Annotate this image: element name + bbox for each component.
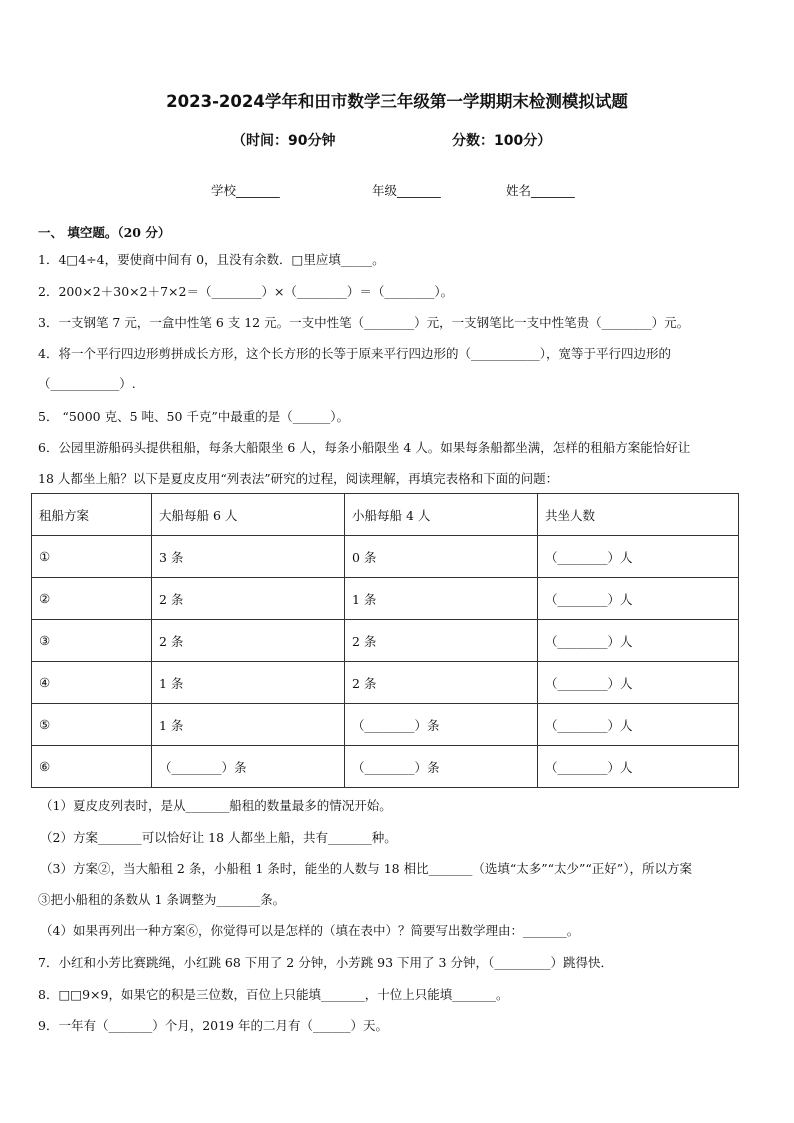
question-6-part3-line1: （3）方案②，当大船租 2 条，小船租 1 条时，能坐的人数与 18 相比_______（选填“太多”“太少”“正好”），所以方案 <box>40 861 692 876</box>
question-8: 8．□□9×9，如果它的积是三位数，百位上只能填_______，十位上只能填_______。 <box>38 987 509 1002</box>
answer-blank-cell[interactable]: （________）人 <box>538 704 739 746</box>
table-cell: ③ <box>32 620 152 662</box>
answer-blank-cell[interactable]: （________）人 <box>538 620 739 662</box>
table-header-cell: 大船每船 6 人 <box>152 494 345 536</box>
table-cell: 0 条 <box>345 536 538 578</box>
table-cell: 1 条 <box>152 662 345 704</box>
question-7: 7．小红和小芳比赛跳绳，小红跳 68 下用了 2 分钟，小芳跳 93 下用了 3 分钟，（_________）跳得快． <box>38 955 613 970</box>
question-3: 3．一支钢笔 7 元，一盒中性笔 6 支 12 元。一支中性笔（________）元，一支钢笔比一支中性笔贵（________）元。 <box>38 315 690 330</box>
answer-blank-cell[interactable]: （________）人 <box>538 746 739 788</box>
table-cell: 2 条 <box>152 620 345 662</box>
table-row <box>32 704 739 746</box>
table-row <box>32 662 739 704</box>
answer-blank-cell[interactable]: （________）条 <box>345 704 538 746</box>
question-6-line2: 18 人都坐上船？以下是夏皮皮用“列表法”研究的过程，阅读理解，再填完表格和下面的问题： <box>38 471 559 486</box>
section-heading: 一、 填空题。（20 分） <box>38 225 171 240</box>
answer-blank-cell[interactable]: （________）人 <box>538 536 739 578</box>
name-field[interactable]: 姓名_______ <box>506 183 575 198</box>
boat-rental-table <box>31 493 739 788</box>
school-field[interactable]: 学校_______ <box>211 183 280 198</box>
table-cell: ④ <box>32 662 152 704</box>
answer-blank-cell[interactable]: （________）条 <box>152 746 345 788</box>
question-6-part1: （1）夏皮皮列表时，是从_______船租的数量最多的情况开始。 <box>40 798 392 813</box>
table-cell: 2 条 <box>152 578 345 620</box>
table-cell: ① <box>32 536 152 578</box>
table-cell: ② <box>32 578 152 620</box>
question-4-line2: （___________）. <box>38 376 136 391</box>
question-6-part3-line2: ③把小船租的条数从 1 条调整为_______条。 <box>38 892 286 907</box>
table-cell: ⑤ <box>32 704 152 746</box>
table-cell: 2 条 <box>345 662 538 704</box>
exam-score: 分数：100分） <box>452 133 552 149</box>
table-row <box>32 536 739 578</box>
table-cell: 2 条 <box>345 620 538 662</box>
table-header-cell: 小船每船 4 人 <box>345 494 538 536</box>
table-header-cell: 租船方案 <box>32 494 152 536</box>
table-row <box>32 578 739 620</box>
table-cell: ⑥ <box>32 746 152 788</box>
question-6-line1: 6．公园里游船码头提供租船，每条大船限坐 6 人，每条小船限坐 4 人。如果每条船都坐满，怎样的租船方案能恰好让 <box>38 440 691 455</box>
table-cell: 3 条 <box>152 536 345 578</box>
answer-blank-cell[interactable]: （________）人 <box>538 578 739 620</box>
question-6-part2: （2）方案_______可以恰好让 18 人都坐上船，共有_______种。 <box>40 830 397 845</box>
page-title: 2023-2024学年和田市数学三年级第一学期期末检测模拟试题 <box>166 92 628 111</box>
question-6-part4: （4）如果再列出一种方案⑥，你觉得可以是怎样的（填在表中）？简要写出数学理由：_______。 <box>40 923 580 938</box>
table-cell: 1 条 <box>345 578 538 620</box>
question-4-line1: 4．将一个平行四边形剪拼成长方形，这个长方形的长等于原来平行四边形的（___________），宽等于平行四边形的 <box>38 346 671 361</box>
answer-blank-cell[interactable]: （________）人 <box>538 662 739 704</box>
table-header-cell: 共坐人数 <box>538 494 739 536</box>
exam-time: （时间：90分钟 <box>232 133 336 149</box>
question-1: 1．4□4÷4，要使商中间有 0，且没有余数．□里应填_____。 <box>38 252 385 267</box>
grade-field[interactable]: 年级_______ <box>372 183 441 198</box>
question-5: 5． “5000 克、5 吨、50 千克”中最重的是（______）。 <box>38 409 350 424</box>
question-9: 9．一年有（_______）个月，2019 年的二月有（______）天。 <box>38 1018 388 1033</box>
table-row <box>32 746 739 788</box>
table-cell: 1 条 <box>152 704 345 746</box>
answer-blank-cell[interactable]: （________）条 <box>345 746 538 788</box>
table-header-row <box>32 494 739 536</box>
question-2: 2．200×2＋30×2＋7×2＝（________）×（________）＝（________）。 <box>38 284 454 299</box>
table-row <box>32 620 739 662</box>
